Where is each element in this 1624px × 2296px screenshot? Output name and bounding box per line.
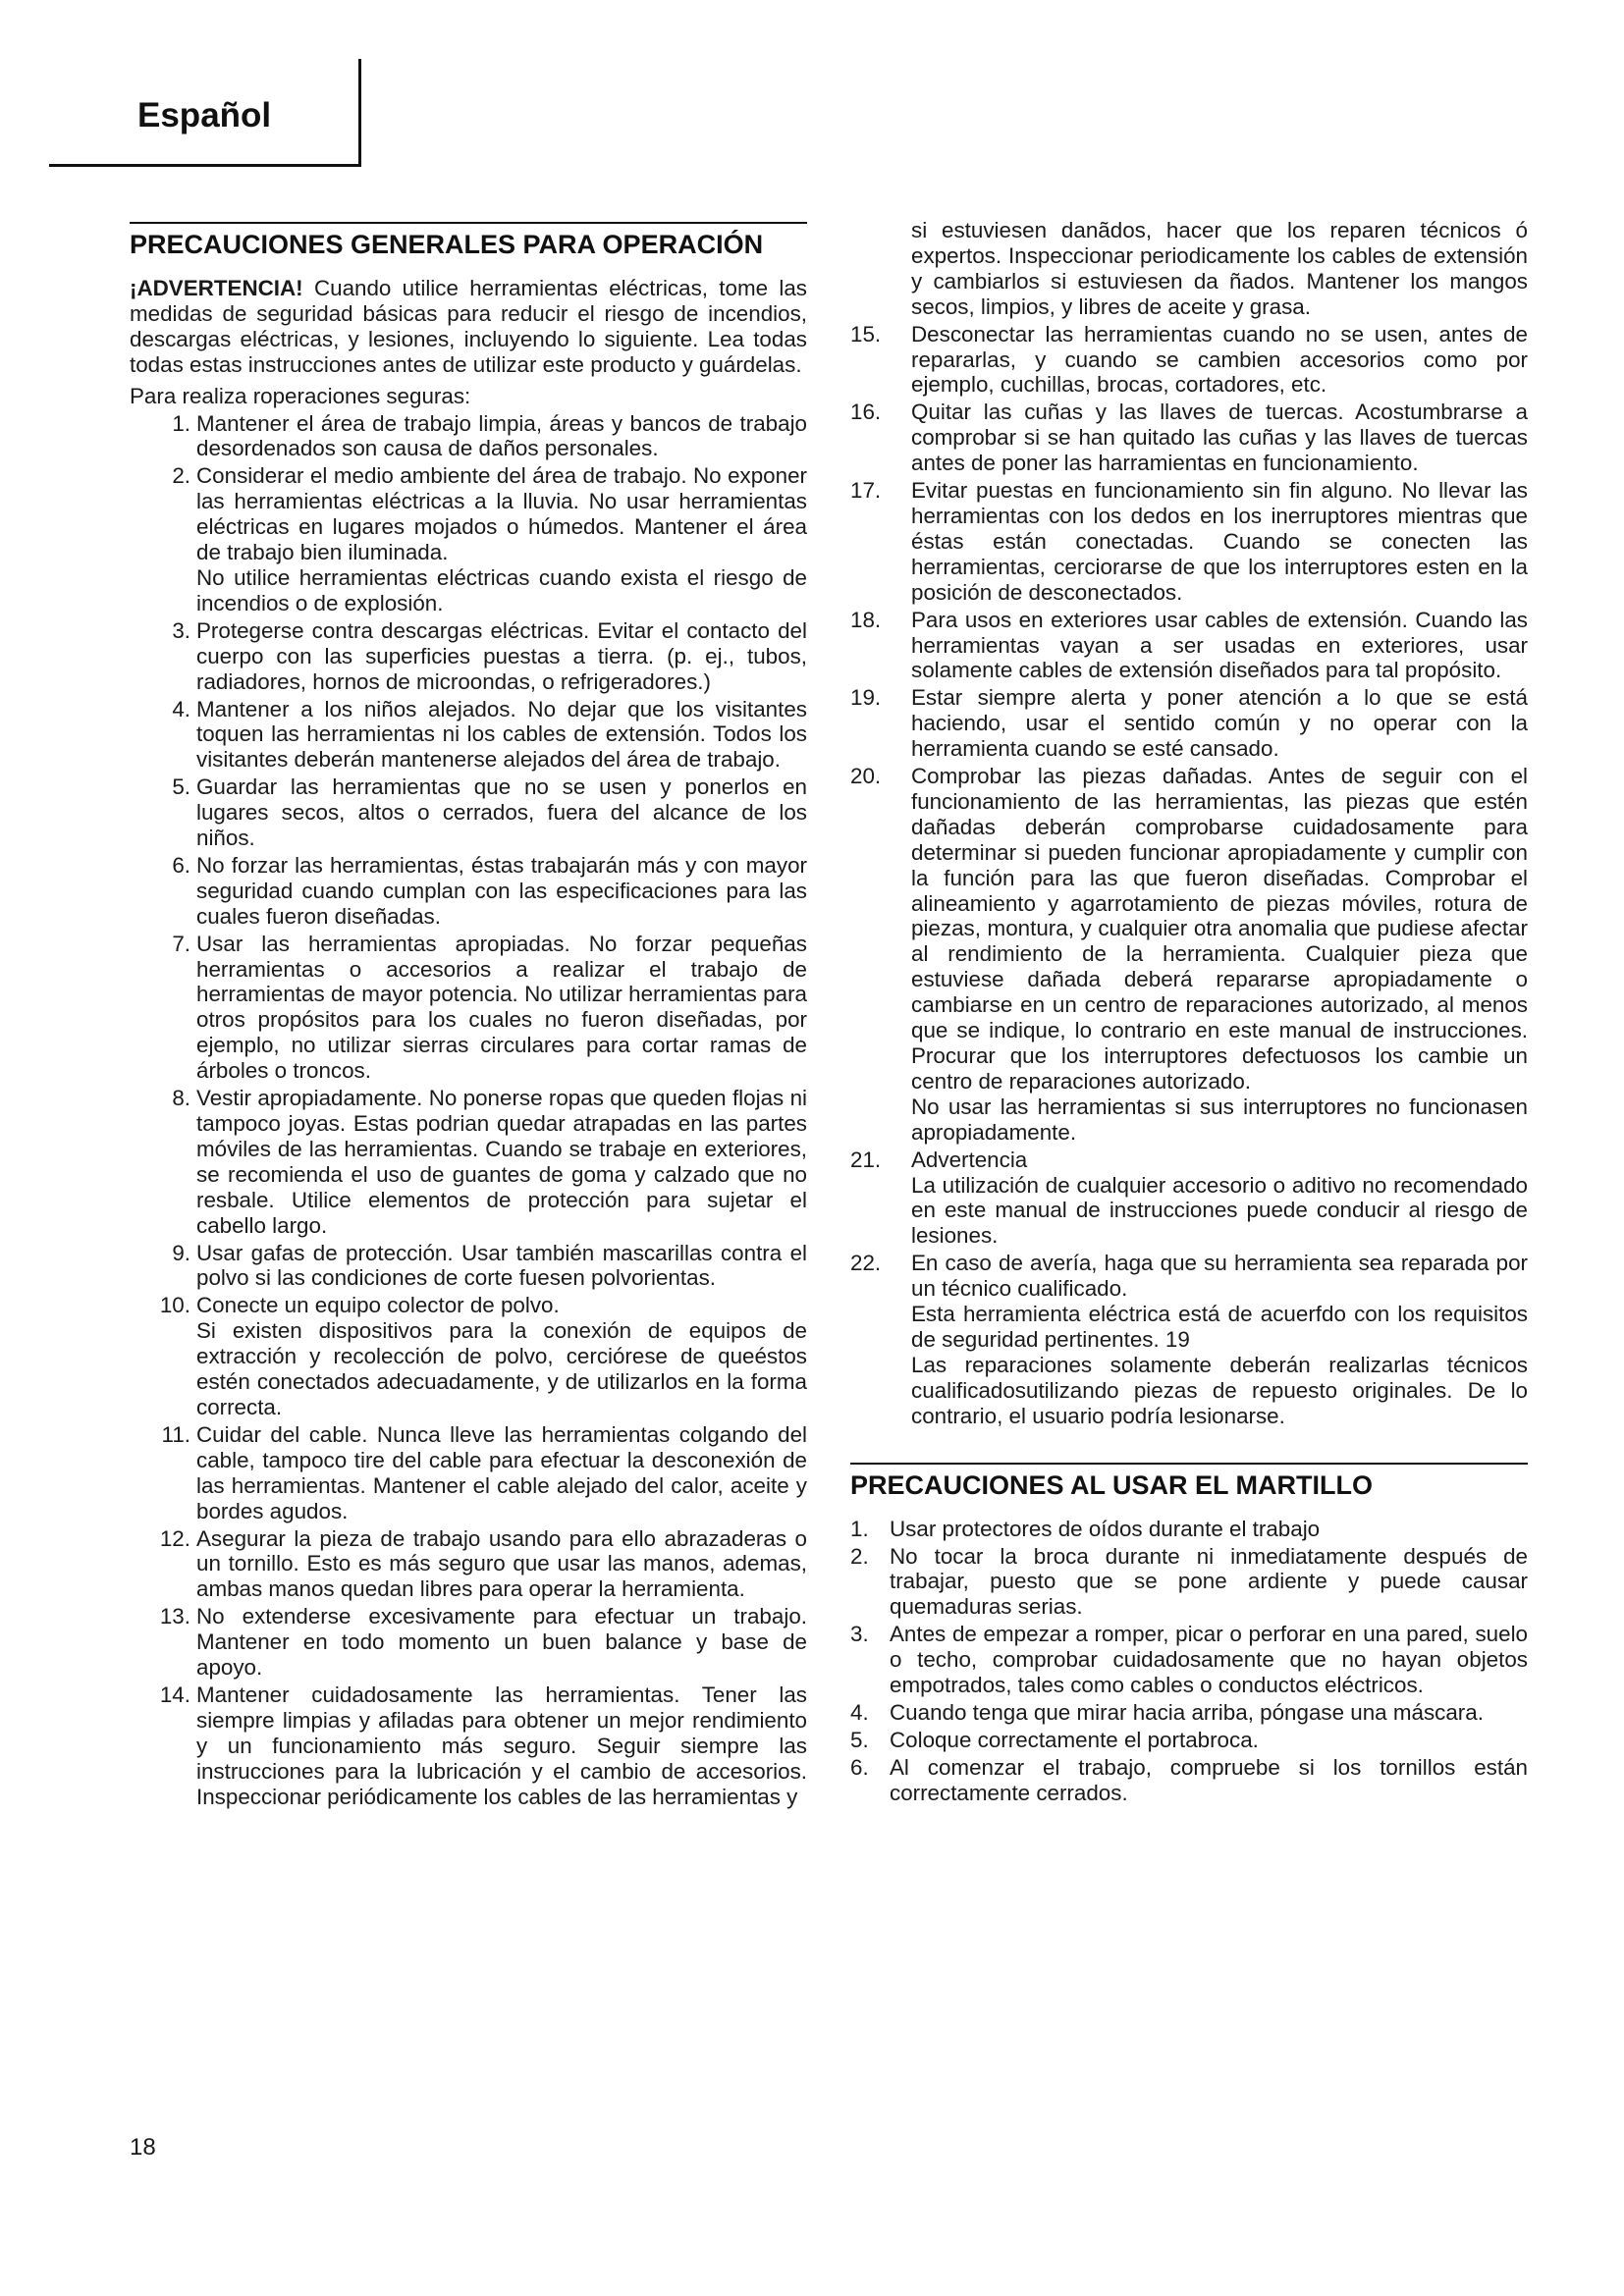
- item-number: 6.: [172, 852, 190, 878]
- item-text: Cuidar del cable. Nunca lleve las herramientas colgando del cable, tampoco tire del cable para efectuar la desconexión de las herramientas. Mantener el cable alejado del calor, aceite y bordes agudos.: [196, 1421, 807, 1523]
- item-text: Quitar las cuñas y las llaves de tuercas. Acostumbrarse a comprobar si se han quitado las cuñas y las llaves de tuercas antes de poner las harramientas en funcionamiento.: [911, 400, 1528, 476]
- list-item: [850, 478, 1528, 606]
- item-number: 5.: [172, 774, 190, 800]
- item-text: Vestir apropiadamente. No ponerse ropas que queden flojas ni tampoco joyas. Estas podrian quedar atrapadas en las partes móviles de las herramientas. Cuando se trabaje en exteriores, se recomienda el uso de guantes de goma y calzado que no resbale. Utilice elementos de protección para sujetar el cabello largo.: [196, 1086, 807, 1238]
- item-text: No extenderse excesivamente para efectuar un trabajo. Mantener en todo momento un buen balance y base de apoyo.: [196, 1604, 807, 1681]
- item-text: Protegerse contra descargas eléctricas. Evitar el contacto del cuerpo con las superficies puestas a tierra. (p. ej., tubos, radiadores, hornos de microondas, o refrigeradores.): [196, 617, 807, 694]
- hammer-precautions-list: [850, 1517, 1528, 1806]
- list-item: [130, 697, 807, 774]
- list-item: [130, 1293, 807, 1420]
- list-item: [850, 1728, 1528, 1753]
- list-item: [130, 618, 807, 695]
- list-item: [850, 322, 1528, 399]
- item-text: Evitar puestas en funcionamiento sin fin alguno. No llevar las herramientas con los dedos en los inerruptores mientras que éstas están conectadas. Cuando se conecten las herramientas, cerciorarse de que los interruptores esten en la posición de desconectados.: [911, 478, 1528, 605]
- item-text: Mantener el área de trabajo limpia, áreas y bancos de trabajo desordenados son causa de daños personales.: [196, 410, 807, 461]
- item-number: 4.: [850, 1699, 869, 1725]
- item-text: En caso de avería, haga que su herramienta sea reparada por un técnico cualificado.: [911, 1251, 1528, 1302]
- list-item: [130, 1526, 807, 1603]
- item-number: 17.: [850, 478, 882, 504]
- item-number: 1.: [172, 410, 190, 436]
- item-text: No tocar la broca durante ni inmediatamente después de trabajar, puesto que se pone ardiente y puede causar quemaduras serias.: [890, 1543, 1528, 1620]
- item-text: Usar las herramientas apropiadas. No forzar pequeñas herramientas o accesorios a realizar el trabajo de herramientas de mayor potencia. No utilizar herramientas para otros propósitos para los cuales no fueron diseñadas, por ejemplo, no utilizar sierras circulares para cortar ramas de árboles o troncos.: [196, 931, 807, 1084]
- item-text: Usar protectores de oídos durante el trabajo: [890, 1516, 1321, 1541]
- item-text: Coloque correctamente el portabroca.: [890, 1727, 1259, 1752]
- item-text: Cuando tenga que mirar hacia arriba, póngase una máscara.: [890, 1699, 1484, 1725]
- item-text: Desconectar las herramientas cuando no se usen, antes de repararlas, y cuando se cambien accesorios como por ejemplo, cuchillas, brocas, cortadores, etc.: [911, 321, 1528, 398]
- item-text: Esta herramienta eléctrica está de acuerfdo con los requisitos de seguridad pertinentes. 19: [911, 1302, 1528, 1352]
- item-number: 18.: [850, 607, 882, 632]
- item-text: No utilice herramientas eléctricas cuando exista el riesgo de incendios o de explosión.: [196, 564, 807, 615]
- item-number: 22.: [850, 1251, 882, 1276]
- section-title-general: PRECAUCIONES GENERALES PARA OPERACIÓN: [130, 222, 807, 260]
- list-item: [850, 1148, 1528, 1250]
- item-number: 6.: [850, 1754, 869, 1780]
- item-number: 1.: [850, 1516, 869, 1541]
- item-text: Antes de empezar a romper, picar o perforar en una pared, suelo o techo, comprobar cuidadosamente que no hayan objetos empotrados, tales como cables o conductos eléctricos.: [890, 1622, 1528, 1698]
- general-precautions-list: [130, 411, 807, 1810]
- item-number: 13.: [159, 1604, 190, 1629]
- continuation-text: si estuviesen danãdos, hacer que los reparen técnicos ó expertos. Inspeccionar periodicamente los cables de extensión y cambiarlos si estuviesen da ñados. Mantener los mangos secos, limpios, y libres de aceite y grasa.: [911, 218, 1528, 319]
- item-number: 3.: [850, 1622, 869, 1647]
- list-item: [130, 463, 807, 615]
- item-number: 9.: [172, 1240, 190, 1265]
- list-item: [850, 608, 1528, 684]
- list-item: [850, 1544, 1528, 1621]
- item-text: Considerar el medio ambiente del área de trabajo. No exponer las herramientas eléctricas a la lluvia. No usar herramientas eléctricas en lugares mojados o húmedos. Mantener el área de trabajo bien iluminada.: [196, 463, 807, 565]
- item-number: 16.: [850, 400, 882, 425]
- item-number: 21.: [850, 1147, 882, 1172]
- item-text: Comprobar las piezas dañadas. Antes de seguir con el funcionamiento de las herramientas, las piezas que estén dañadas deberán comprobarse cuidadosamente para determinar si pueden funcionar apropiadamente y cumplir con la función para las que fueron diseñadas. Comprobar el alineamiento y agarrotamiento de piezas móviles, rotura de piezas, montura, y cualquier otra anomalia que pudiese afectar al rendimiento de la herramienta. Cualquier pieza que estuviese dañada deberá repararse apropiadamente o cambiarse en un centro de reparaciones autorizado, al menos que se indique, lo contrario en este manual de instrucciones. Procurar que los interruptores defectuosos los cambie un centro de reparaciones autorizado.: [911, 764, 1528, 1094]
- item-number: 15.: [850, 321, 882, 347]
- item-text: Guardar las herramientas que no se usen y ponerlos en lugares secos, altos o cerrados, fuera del alcance de los niños.: [196, 774, 807, 851]
- item-text: Estar siempre alerta y poner atención a lo que se está haciendo, usar el sentido común y no operar con la herramienta cuando se esté cansado.: [911, 685, 1528, 762]
- list-item: [850, 1755, 1528, 1806]
- item-number: 10.: [159, 1293, 190, 1318]
- list-item: [850, 1251, 1528, 1428]
- list-item: [850, 1700, 1528, 1726]
- list-item: [850, 400, 1528, 476]
- item-text: No forzar las herramientas, éstas trabajarán más y con mayor seguridad cuando cumplan con las especificaciones para las cuales fueron diseñadas.: [196, 852, 807, 929]
- item-text: Para usos en exteriores usar cables de extensión. Cuando las herramientas vayan a ser usadas en exteriores, usar solamente cables de extensión diseñados para tal propósito.: [911, 607, 1528, 683]
- list-item: [850, 1517, 1528, 1542]
- list-item: [850, 685, 1528, 762]
- item-text: Usar gafas de protección. Usar también mascarillas contra el polvo si las condiciones de corte fuesen polvorientas.: [196, 1240, 807, 1291]
- item-text: Mantener a los niños alejados. No dejar que los visitantes toquen las herramientas ni los cables de extensión. Todos los visitantes deberán mantenerse alejados del área de trabajo.: [196, 696, 807, 773]
- language-label: Español: [137, 96, 272, 134]
- item-number: 7.: [172, 931, 190, 956]
- general-precautions-list-continued: [850, 322, 1528, 1429]
- item-number: 2.: [172, 463, 190, 489]
- list-item: [130, 1682, 807, 1810]
- item-text: Las reparaciones solamente deberán realizarlas técnicos cualificadosutilizando piezas de repuesto originales. De lo contrario, el usuario podría lesionarse.: [911, 1352, 1528, 1428]
- tab-bottom-rule: [49, 164, 361, 167]
- item-text: Advertencia: [911, 1147, 1028, 1172]
- left-column: [130, 222, 807, 1811]
- warning-text: Cuando utilice herramientas eléctricas, tome las medidas de seguridad básicas para reducir el riesgo de incendios, descargas eléctricas, y lesiones, incluyendo lo siguiente. Lea todas todas estas instrucciones antes de utilizar este producto y guárdelas.: [130, 276, 807, 377]
- list-item: [130, 1241, 807, 1292]
- item-number: 8.: [172, 1086, 190, 1111]
- lead-text: Para realiza roperaciones seguras:: [130, 383, 471, 408]
- item-text: Conecte un equipo colector de polvo.: [196, 1293, 560, 1318]
- list-item: [130, 411, 807, 462]
- item-text: Al comenzar el trabajo, compruebe si los tornillos están correctamente cerrados.: [890, 1754, 1528, 1805]
- tab-side-rule: [358, 59, 361, 167]
- item-number: 4.: [172, 696, 190, 721]
- item-text: Mantener cuidadosamente las herramientas. Tener las siempre limpias y afiladas para obtener un mejor rendimiento y un funcionamiento más seguro. Seguir siempre las instrucciones para la lubricación y el cambio de accesorios. Inspeccionar periódicamente los cables de las herramientas y: [196, 1682, 807, 1809]
- list-item: [130, 774, 807, 851]
- item-text: No usar las herramientas si sus interruptores no funcionasen apropiadamente.: [911, 1094, 1528, 1145]
- item-number: 3.: [172, 617, 190, 643]
- list-item: [130, 1422, 807, 1524]
- section-title-hammer: PRECAUCIONES AL USAR EL MARTILLO: [850, 1463, 1528, 1501]
- item-text: La utilización de cualquier accesorio o aditivo no recomendado en este manual de instrucciones puede conducir al riesgo de lesiones.: [911, 1172, 1528, 1249]
- list-item: [130, 1086, 807, 1238]
- language-tab: [49, 59, 361, 167]
- item-number: 5.: [850, 1727, 869, 1752]
- list-item: [130, 853, 807, 930]
- list-item: [850, 764, 1528, 1146]
- item-number: 20.: [850, 764, 882, 789]
- item-number: 14.: [159, 1682, 190, 1707]
- item-text: Si existen dispositivos para la conexión de equipos de extracción y recolección de polvo, cerciórese de queéstos estén conectados adecuadamente, y de utilizarlos en la forma correcta.: [196, 1318, 807, 1419]
- list-item: [130, 932, 807, 1084]
- list-item: [850, 1622, 1528, 1698]
- warning-label: ¡ADVERTENCIA!: [130, 276, 303, 300]
- page-number: 18: [130, 2134, 156, 2161]
- list-item: [130, 1604, 807, 1681]
- item-number: 2.: [850, 1543, 869, 1569]
- warning-paragraph: [130, 276, 807, 378]
- right-column: [850, 218, 1528, 1808]
- item-number: 11.: [161, 1421, 190, 1447]
- item-text: Asegurar la pieza de trabajo usando para ello abrazaderas o un tornillo. Esto es más seguro que usar las manos, ademas, ambas manos quedan libres para operar la herramienta.: [196, 1525, 807, 1602]
- item-number: 12.: [159, 1525, 190, 1551]
- item-number: 19.: [850, 685, 882, 711]
